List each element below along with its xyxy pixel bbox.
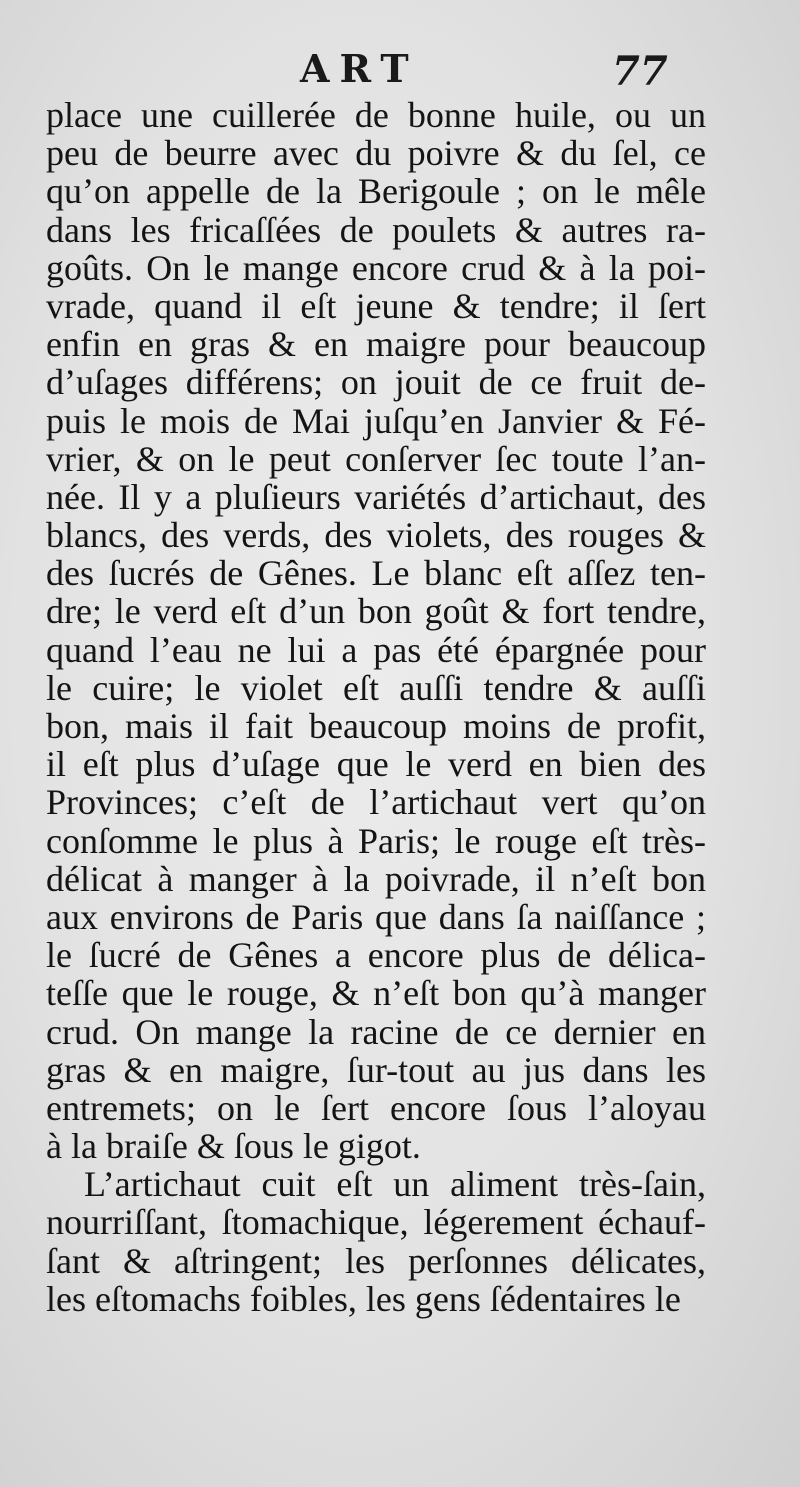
text-line: ſant & aſtringent; les perſonnes délicates, (46, 1240, 706, 1281)
text-line: conſomme le plus à Paris; le rouge eſt très- (46, 820, 706, 861)
text-line: délicat à manger à la poivrade, il n’eſt bon (46, 858, 706, 899)
text-line: les eſtomachs foibles, les gens ſédentaires le (46, 1278, 681, 1319)
text-line: enfin en gras & en maigre pour beaucoup (46, 324, 706, 365)
text-line: Provinces; c’eſt de l’artichaut vert qu’on (46, 782, 706, 823)
body-text (46, 96, 706, 1318)
text-line: nourriſſant, ſtomachique, légerement échauf- (46, 1202, 706, 1243)
text-line: dre; le verd eſt d’un bon goût & fort tendre, (46, 591, 706, 632)
text-line: d’uſages différens; on jouit de ce fruit de- (46, 362, 706, 403)
text-line: goûts. On le mange encore crud & à la poi- (46, 247, 706, 288)
text-line: dans les fricaſſées de poulets & autres ra- (46, 209, 706, 250)
paragraph (46, 96, 706, 1165)
text-line: née. Il y a pluſieurs variétés d’artichaut, des (46, 476, 706, 517)
text-line: à la braiſe & ſous le gigot. (46, 1126, 421, 1167)
text-line: entremets; on le ſert encore ſous l’aloyau (46, 1087, 706, 1128)
text-line: puis le mois de Mai juſqu’en Janvier & Fé- (46, 400, 706, 441)
text-line: teſſe que le rouge, & n’eſt bon qu’à manger (46, 973, 706, 1014)
text-line: place une cuillerée de bonne huile, ou un (46, 95, 706, 135)
page-header (0, 46, 800, 96)
text-line: bon, mais il fait beaucoup moins de profit, (46, 706, 706, 746)
text-line: qu’on appelle de la Berigoule ; on le mêle (46, 171, 706, 212)
text-line: L’artichaut cuit eſt un aliment très-ſain, (84, 1164, 706, 1205)
page-number: 77 (612, 48, 668, 95)
text-line: des ſucrés de Gênes. Le blanc eſt aſſez ten- (46, 553, 706, 594)
text-line: le ſucré de Gênes a encore plus de délica- (46, 935, 706, 976)
text-line: vrade, quand il eſt jeune & tendre; il ſert (46, 285, 706, 326)
text-line: crud. On mange la racine de ce dernier en (46, 1011, 706, 1052)
text-line: gras & en maigre, ſur-tout au jus dans les (46, 1049, 706, 1090)
text-line: quand l’eau ne lui a pas été épargnée pour (46, 629, 706, 670)
text-line: peu de beurre avec du poivre & du ſel, ce (46, 133, 706, 174)
text-line: vrier, & on le peut conſerver ſec toute l’an- (46, 438, 706, 479)
text-line: blancs, des verds, des violets, des rouges & (46, 515, 706, 556)
running-head: ART (300, 46, 419, 91)
text-line: le cuire; le violet eſt auſſi tendre & auſſi (46, 667, 706, 708)
text-line: il eſt plus d’uſage que le verd en bien des (46, 744, 706, 785)
text-line: aux environs de Paris que dans ſa naiſſance ; (46, 896, 706, 937)
paragraph (46, 1165, 706, 1318)
